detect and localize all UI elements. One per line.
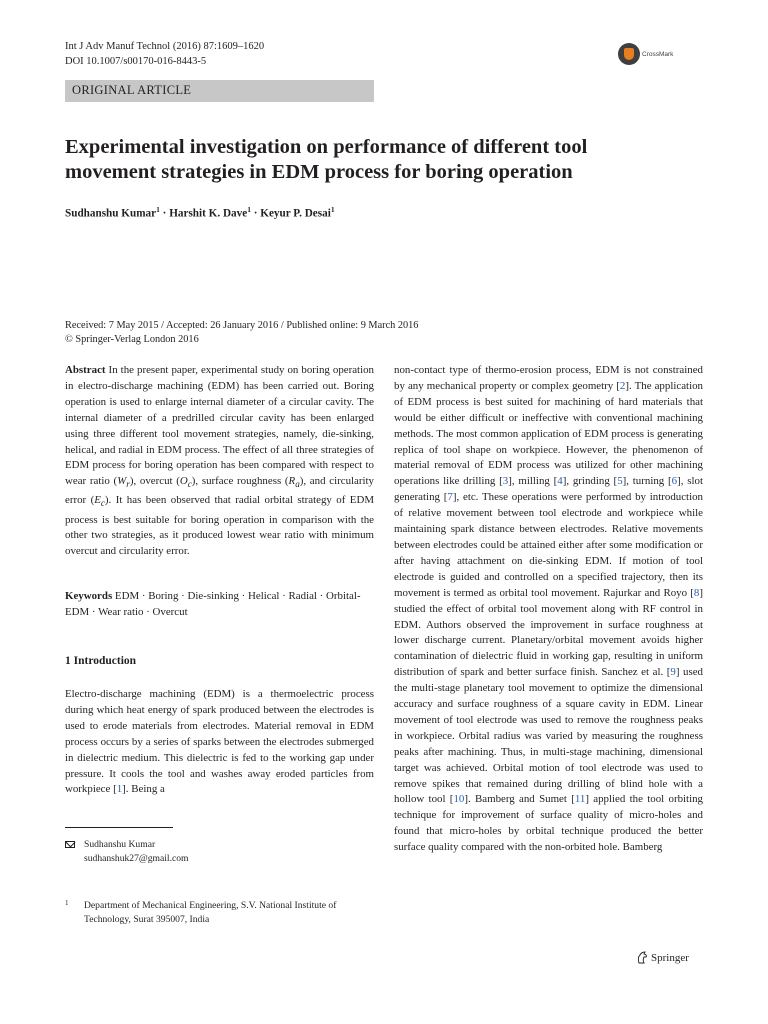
journal-reference: Int J Adv Manuf Technol (2016) 87:1609–1620 — [65, 41, 265, 52]
crossmark-icon — [618, 43, 640, 65]
author-list — [65, 205, 335, 220]
springer-horse-icon — [636, 951, 648, 964]
crossmark-label: CrossMark — [642, 50, 674, 58]
author-separator: · — [253, 207, 258, 220]
symbol-wear-ratio: W — [117, 475, 127, 488]
body-text: non-contact type of thermo-erosion process, EDM is not constrained by any mechanical property or complex geometry [ — [394, 364, 703, 392]
publisher-logo — [636, 951, 689, 964]
publication-dates — [65, 319, 418, 347]
citation-link[interactable]: 2 — [619, 379, 626, 392]
author-name[interactable]: Keyur P. Desai — [260, 207, 331, 220]
body-text: ], grinding [ — [562, 475, 618, 488]
affiliation-line: Technology, Surat 395007, India — [84, 914, 210, 925]
body-text: ] studied the effect of orbital tool movement along with RF control in EDM. Authors observed the improvement in surface roughness at lower discharge current. Planetary/orbital movement avoids higher contamination of dielectric fluid in working gap, resulting in uniform distribution of spark and better surface finish. Sanchez et al. [ — [394, 586, 703, 679]
author-name[interactable]: Harshit K. Dave — [169, 207, 248, 220]
citation-link[interactable]: 5 — [617, 475, 623, 488]
envelope-icon — [65, 841, 75, 848]
title-line-2: movement strategies in EDM process for boring operation — [65, 161, 573, 183]
affiliation — [65, 899, 374, 927]
corresponding-author-name: Sudhanshu Kumar — [84, 839, 156, 850]
footnote-divider — [65, 827, 173, 828]
abstract-text: ). It has been observed that radial orbital strategy of EDM process is best suitable for boring operation in comparison with the other two strategies, as it produced lowest wear ratio with minimum overcut and circularity error. — [65, 494, 374, 558]
citation-link[interactable]: 7 — [447, 491, 453, 504]
publisher-name: Springer — [651, 951, 689, 964]
corresponding-author-email[interactable]: sudhanshuk27@gmail.com — [84, 853, 189, 864]
body-text: ] used the multi-stage planetary tool movement to optimize the dimensional accuracy and surface roughness of a square cavity in EDM. Linear movement of tool electrode was used to remove the roughness peaks in workpiece. Orbital radius was varied by measuring the roughness peaks after machining. Thus, in multi-stage machining, dimensional target was achieved. Orbital motion of tool electrode was used to remove spikes that remained during drilling of blind hole with a hollow tool [ — [394, 666, 703, 806]
introduction-paragraph — [65, 687, 374, 798]
title-line-1: Experimental investigation on performance of different tool — [65, 136, 588, 158]
doi: DOI 10.1007/s00170-016-8443-5 — [65, 56, 207, 67]
citation-link[interactable]: 1 — [116, 783, 123, 796]
symbol-overcut: O — [179, 475, 188, 488]
copyright-line: © Springer-Verlag London 2016 — [65, 334, 199, 345]
body-text: ], etc. These operations were performed by introduction of relative movement between tool electrode and workpiece while maintaining spark distance between electrodes. Relative movements between electrodes could be attained either after some modification or after having attachment on die-sinking EDM. If motion of tool electrode is guided and controlled on a specified trajectory, then its movement is termed as orbital tool movement. Rajurkar and Royo [ — [394, 491, 703, 599]
body-text: ]. Bamberg and Sumet [ — [464, 793, 575, 806]
author-affiliation-mark: 1 — [247, 205, 251, 214]
author-affiliation-mark: 1 — [330, 205, 335, 214]
citation-link[interactable]: 11 — [574, 793, 586, 806]
author-separator: · — [162, 207, 167, 220]
body-text: ]. The application of EDM process is best suited for machining of hard materials that would be either difficult or ineffective with conventional machining methods. The most common application of EDM process is generating replica of tool shape on workpiece. However, the phenomenon of material removal of EDM process was utilized for other machining operations like drilling [ — [394, 379, 703, 488]
paper-title — [65, 135, 685, 185]
corresponding-author — [65, 838, 189, 866]
affiliation-number: 1 — [65, 899, 69, 907]
abstract-label: Abstract — [65, 364, 106, 376]
citation-link[interactable]: 3 — [502, 475, 509, 488]
citation-link[interactable]: 6 — [671, 475, 678, 488]
intro-text: Electro-discharge machining (EDM) is a thermoelectric process during which heat energy of spark produced between the electrodes is used to erode materials from electrodes. Material removal in EDM process occurs by a series of sparks between the electrodes submerged in dielectric medium. This dielectric is fed to the working gap under pressure. It cools the tool and washes away eroded particles from workpiece [ — [65, 688, 374, 796]
affiliation-line: Department of Mechanical Engineering, S.V. National Institute of — [84, 900, 337, 911]
citation-link[interactable]: 9 — [670, 666, 676, 679]
intro-text: ]. Being a — [122, 783, 165, 796]
citation-link[interactable]: 8 — [693, 586, 700, 599]
citation-link[interactable]: 4 — [557, 475, 563, 488]
keywords-label: Keywords — [65, 590, 113, 602]
symbol-subscript: a — [295, 479, 300, 490]
abstract — [65, 363, 374, 560]
author-affiliation-mark: 1 — [156, 205, 160, 214]
abstract-text: ), and circularity error ( — [65, 475, 374, 507]
section-heading-introduction: 1 Introduction — [65, 655, 137, 667]
dates-line: Received: 7 May 2015 / Accepted: 26 January 2016 / Published online: 9 March 2016 — [65, 320, 419, 331]
symbol-circularity-error: E — [94, 494, 101, 507]
body-text: ], milling [ — [508, 475, 558, 488]
crossmark-badge[interactable] — [618, 43, 673, 65]
keywords-text: EDM · Boring · Die-sinking · Helical · Radial · Orbital-EDM · Wear ratio · Overcut — [65, 590, 361, 618]
body-text: ] applied the tool orbiting technique for improvement of surface quality of micro-holes and found that micro-holes by orbital technique produced the better surface quality compared with the non-orbited hole. Bamberg — [394, 793, 703, 854]
symbol-roughness: R — [288, 475, 296, 488]
abstract-text: In the present paper, experimental study on boring operation in electro-discharge machining (EDM) has been carried out. Boring operation is used to enlarge internal diameter of a circular cavity. The internal diameter of a predrilled circular cavity has been enlarged using three different tool movement strategies, namely, die-sinking, helical, and radial in EDM process. The effect of all three strategies of EDM process for boring operation has been compared with respect to wear ratio ( — [65, 364, 374, 488]
body-text: ], turning [ — [622, 475, 672, 488]
symbol-subscript: c — [100, 498, 105, 509]
abstract-text: ), overcut ( — [129, 475, 180, 488]
keywords — [65, 589, 374, 621]
article-type-banner: ORIGINAL ARTICLE — [65, 80, 374, 102]
abstract-text: ), surface roughness ( — [191, 475, 289, 488]
right-column-text — [394, 363, 703, 856]
citation-link[interactable]: 10 — [453, 793, 465, 806]
symbol-subscript: c — [187, 479, 192, 490]
author-name[interactable]: Sudhanshu Kumar — [65, 207, 157, 220]
body-text: ], slot generating [ — [394, 475, 704, 504]
symbol-subscript: r — [126, 479, 130, 490]
